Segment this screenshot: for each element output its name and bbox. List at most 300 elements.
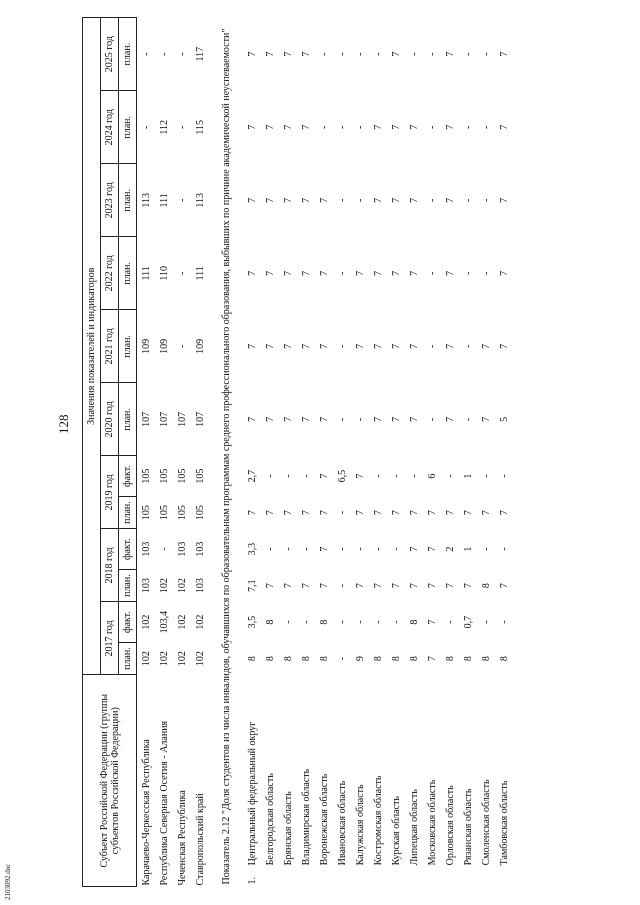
row-number: 1. [246, 877, 258, 885]
value-cell: 7 [318, 546, 330, 552]
value-cell: - [426, 271, 438, 276]
value-cell: 111 [194, 266, 206, 281]
value-cell: 7 [408, 510, 420, 516]
value-cell: - [498, 474, 510, 478]
value-cell: - [318, 52, 330, 56]
value-cell: 8 [444, 656, 456, 662]
value-cell: - [300, 474, 312, 478]
value-cell: - [480, 620, 492, 624]
value-cell: - [158, 52, 170, 56]
value-cell: 7 [498, 510, 510, 516]
value-cell: - [158, 547, 170, 551]
value-cell: 102 [194, 614, 206, 630]
value-cell: 7 [318, 583, 330, 589]
table-row [333, 18, 351, 887]
value-cell: 7 [498, 270, 510, 276]
value-cell: 7 [318, 197, 330, 203]
value-cell: 7 [444, 197, 456, 203]
value-cell: 7 [390, 197, 402, 203]
value-cell: 8 [372, 656, 384, 662]
year-header: 2025 год [101, 18, 119, 91]
table-row [137, 18, 156, 887]
value-cell: 7 [426, 619, 438, 625]
value-cell: - [498, 620, 510, 624]
value-cell: 109 [158, 338, 170, 354]
region-name: Белгородская область [264, 773, 276, 866]
table-row [369, 18, 387, 887]
value-cell: 7 [444, 583, 456, 589]
value-cell: 7 [264, 51, 276, 57]
table-row [441, 18, 459, 887]
value-cell: 7 [426, 546, 438, 552]
value-cell: 8 [408, 619, 420, 625]
value-cell: - [282, 620, 294, 624]
value-cell: 7 [480, 416, 492, 422]
value-cell: - [336, 125, 348, 129]
value-cell: 107 [158, 411, 170, 427]
value-cell: - [336, 510, 348, 515]
value-cell: 7 [282, 51, 294, 57]
value-cell: - [336, 656, 348, 661]
year-header: 2024 год [101, 91, 119, 164]
value-cell: 7 [426, 656, 438, 662]
value-cell: 7 [318, 416, 330, 422]
value-cell: - [354, 52, 366, 56]
value-cell: 7 [372, 416, 384, 422]
value-cell: - [462, 52, 474, 56]
page-number: 128 [56, 414, 71, 434]
value-cell: 7 [354, 473, 366, 479]
value-cell: 8 [282, 656, 294, 662]
row-number [441, 866, 459, 886]
value-cell: 7 [408, 270, 420, 276]
table-row [173, 18, 191, 887]
value-cell: 7 [318, 343, 330, 349]
value-cell: - [444, 474, 456, 478]
value-cell: - [372, 547, 384, 551]
value-cell: 7 [498, 583, 510, 589]
row-number [297, 866, 315, 886]
region-name: Карачаево-Черкесская Республика [140, 739, 152, 886]
value-cell: 7 [498, 197, 510, 203]
value-cell: 7 [264, 343, 276, 349]
value-cell: 102 [194, 651, 206, 667]
value-cell: 102 [176, 614, 188, 630]
year-header: 2021 год [101, 310, 119, 383]
value-cell: 8 [246, 656, 258, 662]
value-cell: 115 [194, 119, 206, 135]
value-cell: 7 [282, 343, 294, 349]
value-cell: 8 [462, 656, 474, 662]
value-cell: 7 [498, 124, 510, 130]
row-number [423, 866, 441, 886]
value-cell: 6 [426, 473, 438, 479]
plan-header: план. [119, 496, 137, 529]
table-row [423, 18, 441, 887]
value-cell: 8 [264, 656, 276, 662]
value-cell: 102 [158, 578, 170, 594]
value-cell: 117 [194, 46, 206, 62]
value-cell: 7,1 [246, 579, 258, 592]
section-title: Показатель 2.12 "Доля студентов из числа инвалидов, обучавшихся по образовательным программам среднего профессионального образования, выбывших по причине академической неуспеваемости" [220, 28, 232, 885]
subject-column-header: Субъект Российской Федерации (группы субъектов Российской Федерации) [83, 675, 137, 887]
table-row [351, 18, 369, 887]
value-cell: - [462, 198, 474, 202]
value-cell: 7 [300, 343, 312, 349]
value-cell: 7 [318, 510, 330, 516]
value-cell: - [372, 474, 384, 478]
value-cell: - [426, 417, 438, 422]
value-cell: - [318, 125, 330, 129]
value-cell: 7 [390, 51, 402, 57]
value-cell: 6,5 [336, 469, 348, 483]
value-cell: 7 [282, 416, 294, 422]
value-cell: 7 [246, 416, 258, 422]
value-cell: - [426, 125, 438, 129]
value-cell: - [408, 52, 420, 56]
value-cell: - [480, 125, 492, 129]
year-header: 2018 год [101, 529, 119, 602]
value-cell: 8 [318, 656, 330, 662]
value-cell: 7 [300, 197, 312, 203]
value-cell: 7 [282, 197, 294, 203]
year-header: 2022 год [101, 237, 119, 310]
fact-header: факт. [119, 602, 137, 642]
value-cell: 102 [140, 651, 152, 667]
value-cell: 107 [194, 411, 206, 427]
value-cell: - [176, 271, 188, 276]
value-cell: - [176, 52, 188, 56]
value-cell: 7 [282, 583, 294, 589]
value-cell: 7 [498, 343, 510, 349]
value-cell: 3,3 [246, 542, 258, 556]
value-cell: 7 [246, 51, 258, 57]
value-cell: 7 [246, 124, 258, 130]
value-cell: 7 [282, 510, 294, 516]
value-cell: 7 [444, 343, 456, 349]
region-name: Липецкая область [408, 789, 420, 866]
region-name: Центральный федеральный округ [246, 721, 258, 866]
value-cell: 7 [408, 124, 420, 130]
table-row [191, 18, 209, 887]
value-cell: 7 [390, 510, 402, 516]
value-cell: 9 [354, 656, 366, 662]
value-cell: 111 [158, 193, 170, 208]
value-cell: - [462, 417, 474, 422]
value-cell: - [462, 271, 474, 276]
value-cell: 8 [408, 656, 420, 662]
value-cell: 7 [372, 583, 384, 589]
year-header: 2019 год [101, 456, 119, 529]
value-cell: 7 [300, 510, 312, 516]
region-name: Ивановская область [336, 780, 348, 866]
value-cell: 7 [444, 124, 456, 130]
region-name: Владимирская область [300, 768, 312, 866]
year-header: 2023 год [101, 164, 119, 237]
value-cell: 7 [264, 270, 276, 276]
value-cell: 102 [158, 651, 170, 667]
value-cell: 7 [444, 416, 456, 422]
value-cell: 113 [194, 193, 206, 208]
value-cell: 8 [300, 656, 312, 662]
value-cell: 7 [264, 583, 276, 589]
value-cell: 7 [354, 583, 366, 589]
value-cell: - [336, 547, 348, 551]
value-cell: - [336, 620, 348, 624]
value-cell: - [354, 547, 366, 551]
value-cell: 7 [264, 124, 276, 130]
value-cell: 7 [390, 124, 402, 130]
value-cell: 2 [444, 546, 456, 552]
row-number [333, 866, 351, 886]
value-cell: - [336, 583, 348, 588]
value-cell: 7 [354, 270, 366, 276]
region-name: Курская область [390, 796, 402, 866]
value-cell: 2,7 [246, 469, 258, 483]
value-cell: 7 [300, 51, 312, 57]
value-cell: 7 [462, 583, 474, 589]
value-cell: 8 [480, 656, 492, 662]
region-name: Орловская область [444, 785, 456, 866]
value-cell: 109 [140, 338, 152, 354]
value-cell: 7 [300, 124, 312, 130]
value-cell: 105 [140, 468, 152, 484]
value-cell: 105 [194, 505, 206, 521]
value-cell: 7 [372, 197, 384, 203]
value-cell: - [264, 547, 276, 551]
fact-header: факт. [119, 456, 137, 496]
table-row [279, 18, 297, 887]
row-number [369, 866, 387, 886]
rotated-table-container [82, 17, 597, 887]
value-cell: - [176, 198, 188, 202]
plan-header: план. [119, 642, 137, 675]
value-cell: - [176, 125, 188, 129]
value-cell: 105 [176, 505, 188, 521]
table-row [405, 18, 423, 887]
value-cell: - [480, 198, 492, 202]
value-cell: 105 [176, 468, 188, 484]
values-header: Значения показателей и индикаторов [83, 18, 101, 675]
value-cell: 7 [372, 343, 384, 349]
value-cell: 8 [264, 619, 276, 625]
value-cell: - [282, 474, 294, 478]
value-cell: 103 [194, 541, 206, 557]
value-cell: 8 [480, 583, 492, 589]
value-cell: 109 [194, 338, 206, 354]
value-cell: - [480, 547, 492, 551]
table-row [459, 18, 477, 887]
value-cell: 105 [158, 468, 170, 484]
value-cell: - [408, 474, 420, 478]
table-row [387, 18, 405, 887]
value-cell: 111 [140, 266, 152, 281]
value-cell: - [480, 271, 492, 276]
row-number [405, 866, 423, 886]
region-name: Брянская область [282, 791, 294, 866]
value-cell: - [426, 198, 438, 202]
value-cell: - [390, 547, 402, 551]
value-cell: - [264, 474, 276, 478]
value-cell: 7 [300, 416, 312, 422]
value-cell: 7 [408, 197, 420, 203]
value-cell: 8 [318, 619, 330, 625]
value-cell: 7 [264, 510, 276, 516]
region-name: Ставропольский край [194, 793, 206, 886]
value-cell: - [176, 344, 188, 349]
plan-header: план. [119, 569, 137, 602]
row-number [495, 866, 513, 886]
value-cell: - [354, 620, 366, 624]
value-cell: 7 [426, 510, 438, 516]
value-cell: 7 [408, 583, 420, 589]
value-cell: 102 [176, 651, 188, 667]
value-cell: 7 [372, 510, 384, 516]
region-name: Калужская область [354, 784, 366, 866]
region-name: Воронежская область [318, 773, 330, 866]
value-cell: - [390, 620, 402, 624]
value-cell: 103,4 [158, 610, 170, 634]
value-cell: 105 [158, 505, 170, 521]
value-cell: - [336, 417, 348, 422]
value-cell: 3,5 [246, 615, 258, 629]
value-cell: 7 [480, 343, 492, 349]
value-cell: 7 [462, 510, 474, 516]
value-cell: 105 [194, 468, 206, 484]
value-cell: 7 [408, 546, 420, 552]
value-cell: - [336, 344, 348, 349]
year-header: 2020 год [101, 383, 119, 456]
row-number [477, 866, 495, 886]
table-row [315, 18, 333, 887]
value-cell: - [282, 547, 294, 551]
region-name: Чеченская Республика [176, 790, 188, 886]
value-cell: 7 [444, 270, 456, 276]
value-cell: - [140, 52, 152, 56]
indicators-table [82, 17, 513, 887]
value-cell: 1 [462, 546, 474, 552]
plan-header: план. [119, 237, 137, 310]
value-cell: 7 [264, 416, 276, 422]
value-cell: 7 [246, 270, 258, 276]
value-cell: - [390, 474, 402, 478]
row-number [315, 866, 333, 886]
value-cell: 103 [194, 578, 206, 594]
value-cell: 7 [498, 51, 510, 57]
value-cell: 7 [444, 510, 456, 516]
table-row [477, 18, 495, 887]
value-cell: 5 [498, 416, 510, 422]
value-cell: 7 [246, 197, 258, 203]
value-cell: 7 [300, 583, 312, 589]
value-cell: - [300, 620, 312, 624]
region-name: Костромская область [372, 775, 384, 866]
value-cell: 7 [390, 270, 402, 276]
value-cell: - [462, 125, 474, 129]
plan-header: план. [119, 164, 137, 237]
value-cell: 7 [282, 124, 294, 130]
region-name: Тамбовская область [498, 780, 510, 866]
value-cell: - [372, 52, 384, 56]
value-cell: 1 [462, 473, 474, 479]
value-cell: 107 [140, 411, 152, 427]
value-cell: 102 [140, 614, 152, 630]
value-cell: 7 [426, 583, 438, 589]
value-cell: 7 [354, 510, 366, 516]
table-row [297, 18, 315, 887]
region-name: Московская область [426, 779, 438, 866]
region-name: Смоленская область [480, 779, 492, 866]
value-cell: - [444, 620, 456, 624]
plan-header: план. [119, 310, 137, 383]
value-cell: - [462, 344, 474, 349]
value-cell: 7 [444, 51, 456, 57]
row-number [351, 866, 369, 886]
row-number [459, 866, 477, 886]
value-cell: - [336, 198, 348, 202]
value-cell: 7 [390, 343, 402, 349]
plan-header: план. [119, 383, 137, 456]
value-cell: 7 [246, 343, 258, 349]
value-cell: - [372, 620, 384, 624]
value-cell: 103 [140, 541, 152, 557]
value-cell: - [336, 271, 348, 276]
value-cell: - [426, 52, 438, 56]
value-cell: 7 [318, 270, 330, 276]
value-cell: - [354, 125, 366, 129]
row-number [261, 866, 279, 886]
value-cell: 7 [300, 270, 312, 276]
value-cell: 105 [140, 505, 152, 521]
fact-header: факт. [119, 529, 137, 569]
value-cell: 113 [140, 193, 152, 208]
value-cell: 7 [372, 270, 384, 276]
value-cell: 7 [480, 510, 492, 516]
year-header: 2017 год [101, 602, 119, 675]
value-cell: 7 [354, 343, 366, 349]
value-cell: 107 [176, 411, 188, 427]
region-name: Рязанская область [462, 788, 474, 866]
value-cell: - [140, 125, 152, 129]
value-cell: - [480, 474, 492, 478]
value-cell: - [354, 198, 366, 202]
value-cell: 7 [408, 416, 420, 422]
table-row [155, 18, 173, 887]
region-name: Республика Северная Осетия - Алания [158, 720, 170, 886]
value-cell: - [498, 547, 510, 551]
value-cell: 7 [408, 343, 420, 349]
value-cell: 8 [498, 656, 510, 662]
value-cell: - [354, 417, 366, 422]
value-cell: 7 [282, 270, 294, 276]
value-cell: 8 [390, 656, 402, 662]
table-row [261, 18, 279, 887]
plan-header: план. [119, 18, 137, 91]
value-cell: 7 [390, 416, 402, 422]
value-cell: 102 [176, 578, 188, 594]
value-cell: - [480, 52, 492, 56]
value-cell: 112 [158, 119, 170, 135]
value-cell: - [300, 547, 312, 551]
plan-header: план. [119, 91, 137, 164]
value-cell: - [426, 344, 438, 349]
value-cell: - [336, 52, 348, 56]
value-cell: 7 [246, 510, 258, 516]
value-cell: 103 [140, 578, 152, 594]
row-number [387, 866, 405, 886]
table-row [243, 18, 261, 887]
value-cell: 7 [372, 124, 384, 130]
